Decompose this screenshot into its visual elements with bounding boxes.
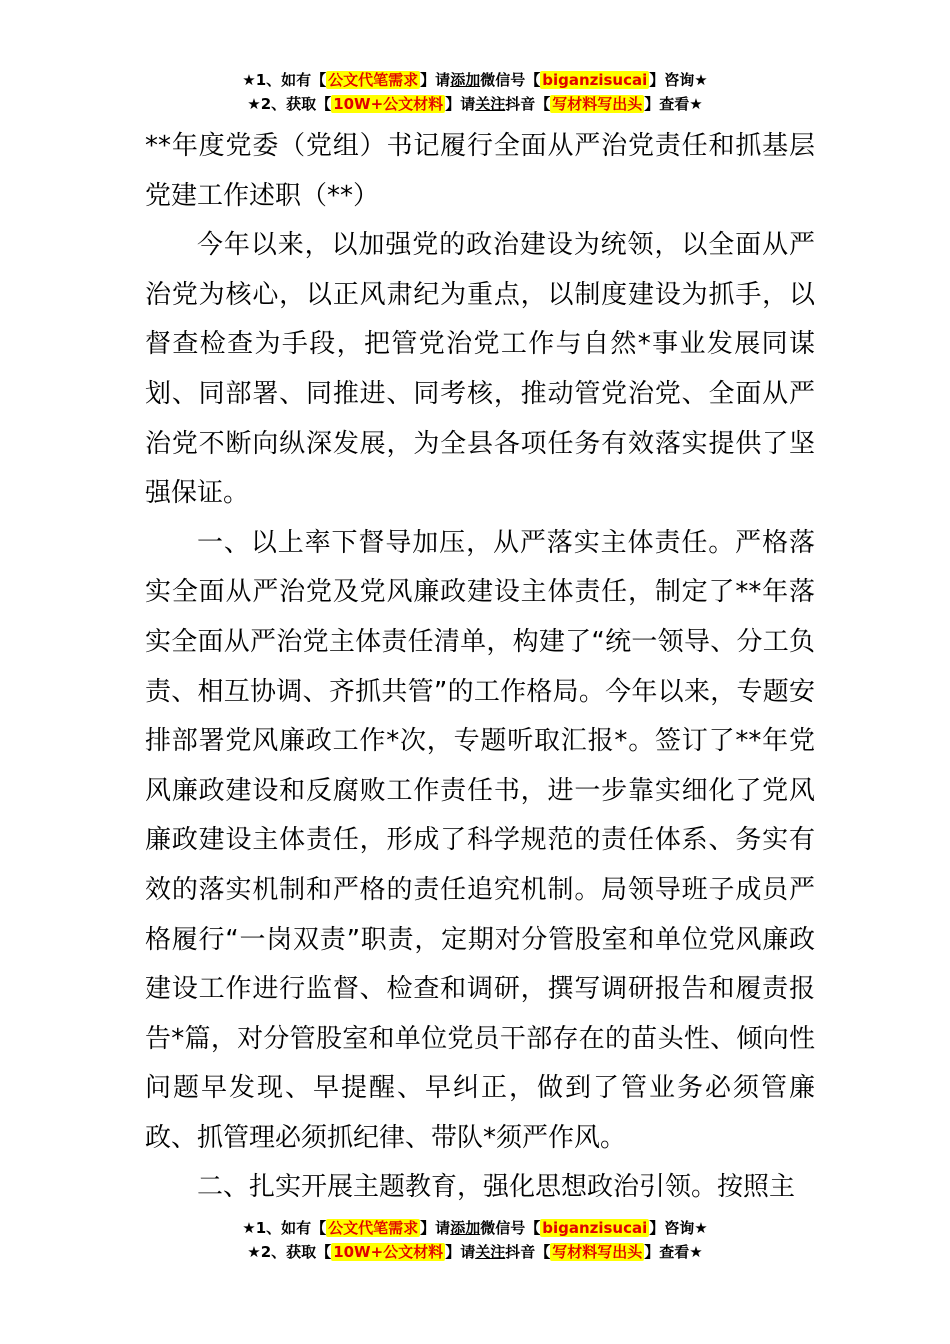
promo-highlight: biganzisucai bbox=[542, 71, 648, 89]
promo-text: 】咨询★ bbox=[649, 1219, 708, 1237]
promo-emphasis: 添加 bbox=[450, 1219, 481, 1237]
promo-text: 抖音【 bbox=[505, 95, 551, 113]
promo-text: 】查看★ bbox=[644, 1243, 703, 1261]
paragraph-section-2-start: 二、扎实开展主题教育，强化思想政治引领。按照主 bbox=[197, 1172, 796, 1203]
promo-highlight: biganzisucai bbox=[542, 1219, 648, 1237]
promo-text: 】查看★ bbox=[644, 95, 703, 113]
promo-line-1 bbox=[0, 68, 950, 92]
promo-text: 抖音【 bbox=[505, 1243, 551, 1261]
promo-text: 微信号【 bbox=[480, 71, 541, 89]
promo-text: 】咨询★ bbox=[649, 71, 708, 89]
promo-emphasis: 关注 bbox=[475, 1243, 506, 1261]
promo-emphasis: 添加 bbox=[450, 71, 481, 89]
promo-text: 】请 bbox=[445, 1243, 476, 1261]
promo-text: ★2、获取【 bbox=[247, 1243, 332, 1261]
promo-highlight: 公文代笔需求 bbox=[328, 1219, 419, 1237]
promo-emphasis: 关注 bbox=[475, 95, 506, 113]
footer-promo-banner bbox=[0, 1216, 950, 1264]
paragraph-section-1: 一、以上率下督导加压，从严落实主体责任。严格落实全面从严治党及党风廉政建设主体责任，制定了**年落实全面从严治党主体责任清单，构建了“统一领导、分工负责、相互协调、齐抓共管”的工作格局。今年以来，专题安排部署党风廉政工作*次，专题听取汇报*。签订了**年党风廉政建设和反腐败工作责任书，进一步靠实细化了党风廉政建设主体责任，形成了科学规范的责任体系、务实有效的落实机制和严格的责任追究机制。局领导班子成员严格履行“一岗双责”职责，定期对分管股室和单位党风廉政建设工作进行监督、检查和调研，撰写调研报告和履责报告*篇，对分管股室和单位党员干部存在的苗头性、倾向性问题早发现、早提醒、早纠正，做到了管业务必须管廉政、抓管理必须抓纪律、带队*须严作风。 bbox=[145, 527, 815, 1153]
promo-line-1 bbox=[0, 1216, 950, 1240]
promo-highlight: 写材料写出头 bbox=[552, 1243, 643, 1261]
promo-text: 微信号【 bbox=[480, 1219, 541, 1237]
document-body bbox=[145, 122, 815, 1213]
promo-line-2 bbox=[0, 1240, 950, 1264]
paragraph-intro: 今年以来，以加强党的政治建设为统领，以全面从严治党为核心，以正风肃纪为重点，以制度建设为抓手，以督查检查为手段，把管党治党工作与自然*事业发展同谋划、同部署、同推进、同考核，推动管党治党、全面从严治党不断向纵深发展，为全县各项任务有效落实提供了坚强保证。 bbox=[145, 230, 815, 509]
promo-highlight: 10W+公文材料 bbox=[333, 1243, 444, 1261]
promo-highlight: 公文代笔需求 bbox=[328, 71, 419, 89]
promo-highlight: 10W+公文材料 bbox=[333, 95, 444, 113]
promo-text: ★1、如有【 bbox=[242, 71, 327, 89]
promo-highlight: 写材料写出头 bbox=[552, 95, 643, 113]
promo-text: 】请 bbox=[445, 95, 476, 113]
promo-text: 】请 bbox=[420, 71, 451, 89]
promo-line-2 bbox=[0, 92, 950, 116]
promo-text: ★1、如有【 bbox=[242, 1219, 327, 1237]
document-title: **年度党委（党组）书记履行全面从严治党责任和抓基层党建工作述职（**） bbox=[145, 131, 815, 211]
header-promo-banner bbox=[0, 68, 950, 116]
promo-text: 】请 bbox=[420, 1219, 451, 1237]
promo-text: ★2、获取【 bbox=[247, 95, 332, 113]
